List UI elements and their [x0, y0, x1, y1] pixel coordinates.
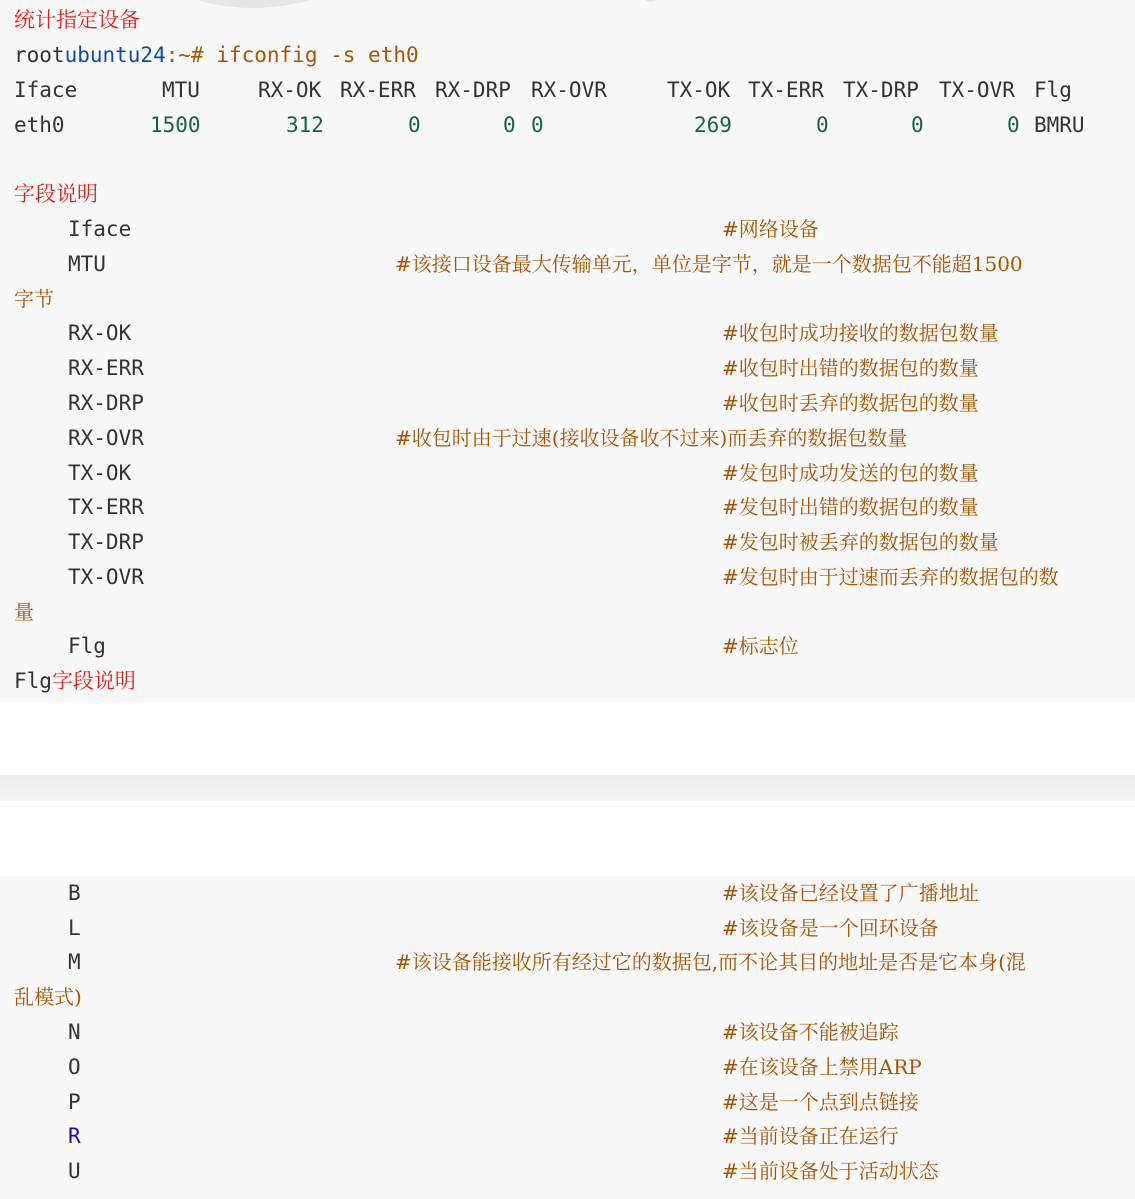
col-header: TX-ERR: [748, 78, 824, 102]
flag-desc: #该设备不能被追踪: [722, 1020, 899, 1044]
col-header: RX-OVR: [531, 78, 607, 102]
code-block-bottom: [0, 876, 1135, 1199]
flag-desc: #该设备已经设置了广播地址: [722, 881, 979, 905]
field-name: Iface: [68, 217, 132, 241]
flag-name: B: [68, 881, 81, 905]
table-cell: 0: [531, 113, 544, 137]
col-header: TX-OK: [667, 78, 731, 102]
watermark-swoosh-icon: [0, 0, 1135, 30]
field-desc: #收包时由于过速(接收设备收不过来)而丢弃的数据包数量: [395, 426, 908, 450]
table-cell: 0: [816, 113, 829, 137]
col-header: Iface: [14, 78, 78, 102]
field-name: TX-OK: [68, 461, 132, 485]
field-name: RX-DRP: [68, 391, 144, 415]
col-header: RX-DRP: [435, 78, 511, 102]
col-header: Flg: [1034, 78, 1072, 102]
table-cell: 0: [503, 113, 516, 137]
flag-desc-wrap: 乱模式): [14, 985, 82, 1009]
field-name: MTU: [68, 252, 106, 276]
col-header: RX-OK: [258, 78, 322, 102]
field-name: RX-OVR: [68, 426, 144, 450]
table-cell: eth0: [14, 113, 65, 137]
field-desc: #收包时成功接收的数据包数量: [722, 321, 999, 345]
col-header: MTU: [162, 78, 200, 102]
field-name: TX-OVR: [68, 565, 144, 589]
prompt-symbol: :~#: [165, 43, 204, 67]
flag-name: N: [68, 1020, 81, 1044]
flag-desc: #在该设备上禁用ARP: [722, 1055, 922, 1079]
flag-desc: #该设备能接收所有经过它的数据包,而不论其目的地址是否是它本身(混: [395, 950, 1026, 974]
field-desc: #发包时出错的数据包的数量: [722, 495, 979, 519]
field-desc: #收包时丢弃的数据包的数量: [722, 391, 979, 415]
field-name: RX-ERR: [68, 356, 144, 380]
col-header: TX-DRP: [843, 78, 919, 102]
table-cell: BMRU: [1034, 113, 1085, 137]
flg-heading-text: 字段说明: [51, 669, 136, 693]
field-name: RX-OK: [68, 321, 132, 345]
table-cell: 0: [911, 113, 924, 137]
flag-desc: #这是一个点到点链接: [722, 1090, 919, 1114]
flg-heading-prefix: Flg: [14, 669, 52, 693]
table-cell: 1500: [150, 113, 201, 137]
field-desc: #发包时由于过速而丢弃的数据包的数: [722, 565, 1059, 589]
prompt-host: ubuntu24: [64, 43, 166, 67]
field-desc-wrap: 字节: [14, 287, 54, 311]
col-header: RX-ERR: [340, 78, 416, 102]
field-desc: #发包时成功发送的包的数量: [722, 461, 979, 485]
field-desc: #该接口设备最大传输单元，单位是字节，就是一个数据包不能超1500: [395, 252, 1023, 276]
field-desc: #收包时出错的数据包的数量: [722, 356, 979, 380]
field-desc-wrap: 量: [14, 600, 34, 624]
shell-prompt-line: [14, 43, 419, 67]
flag-desc: #该设备是一个回环设备: [722, 916, 939, 940]
flag-name: U: [68, 1159, 81, 1183]
field-desc: #发包时被丢弃的数据包的数量: [722, 530, 999, 554]
table-cell: 0: [408, 113, 421, 137]
fields-heading: 字段说明: [14, 182, 98, 206]
field-name: Flg: [68, 634, 106, 658]
flag-desc: #当前设备正在运行: [722, 1124, 899, 1148]
flag-name: M: [68, 950, 81, 974]
field-desc: #标志位: [722, 634, 799, 658]
stats-heading: 统计指定设备: [14, 8, 140, 32]
col-header: TX-OVR: [939, 78, 1015, 102]
flag-name: O: [68, 1055, 81, 1079]
page-break-divider: [0, 775, 1135, 801]
table-cell: 269: [694, 113, 732, 137]
flag-name: R: [68, 1124, 81, 1148]
flag-name: P: [68, 1090, 81, 1114]
table-cell: 312: [286, 113, 324, 137]
shell-command: ifconfig -s eth0: [216, 43, 419, 67]
flag-name: L: [68, 916, 81, 940]
prompt-user: root: [14, 43, 65, 67]
table-cell: 0: [1007, 113, 1020, 137]
flag-desc: #当前设备处于活动状态: [722, 1159, 939, 1183]
field-name: TX-ERR: [68, 495, 144, 519]
field-name: TX-DRP: [68, 530, 144, 554]
flg-heading: [14, 669, 136, 693]
field-desc: #网络设备: [722, 217, 819, 241]
